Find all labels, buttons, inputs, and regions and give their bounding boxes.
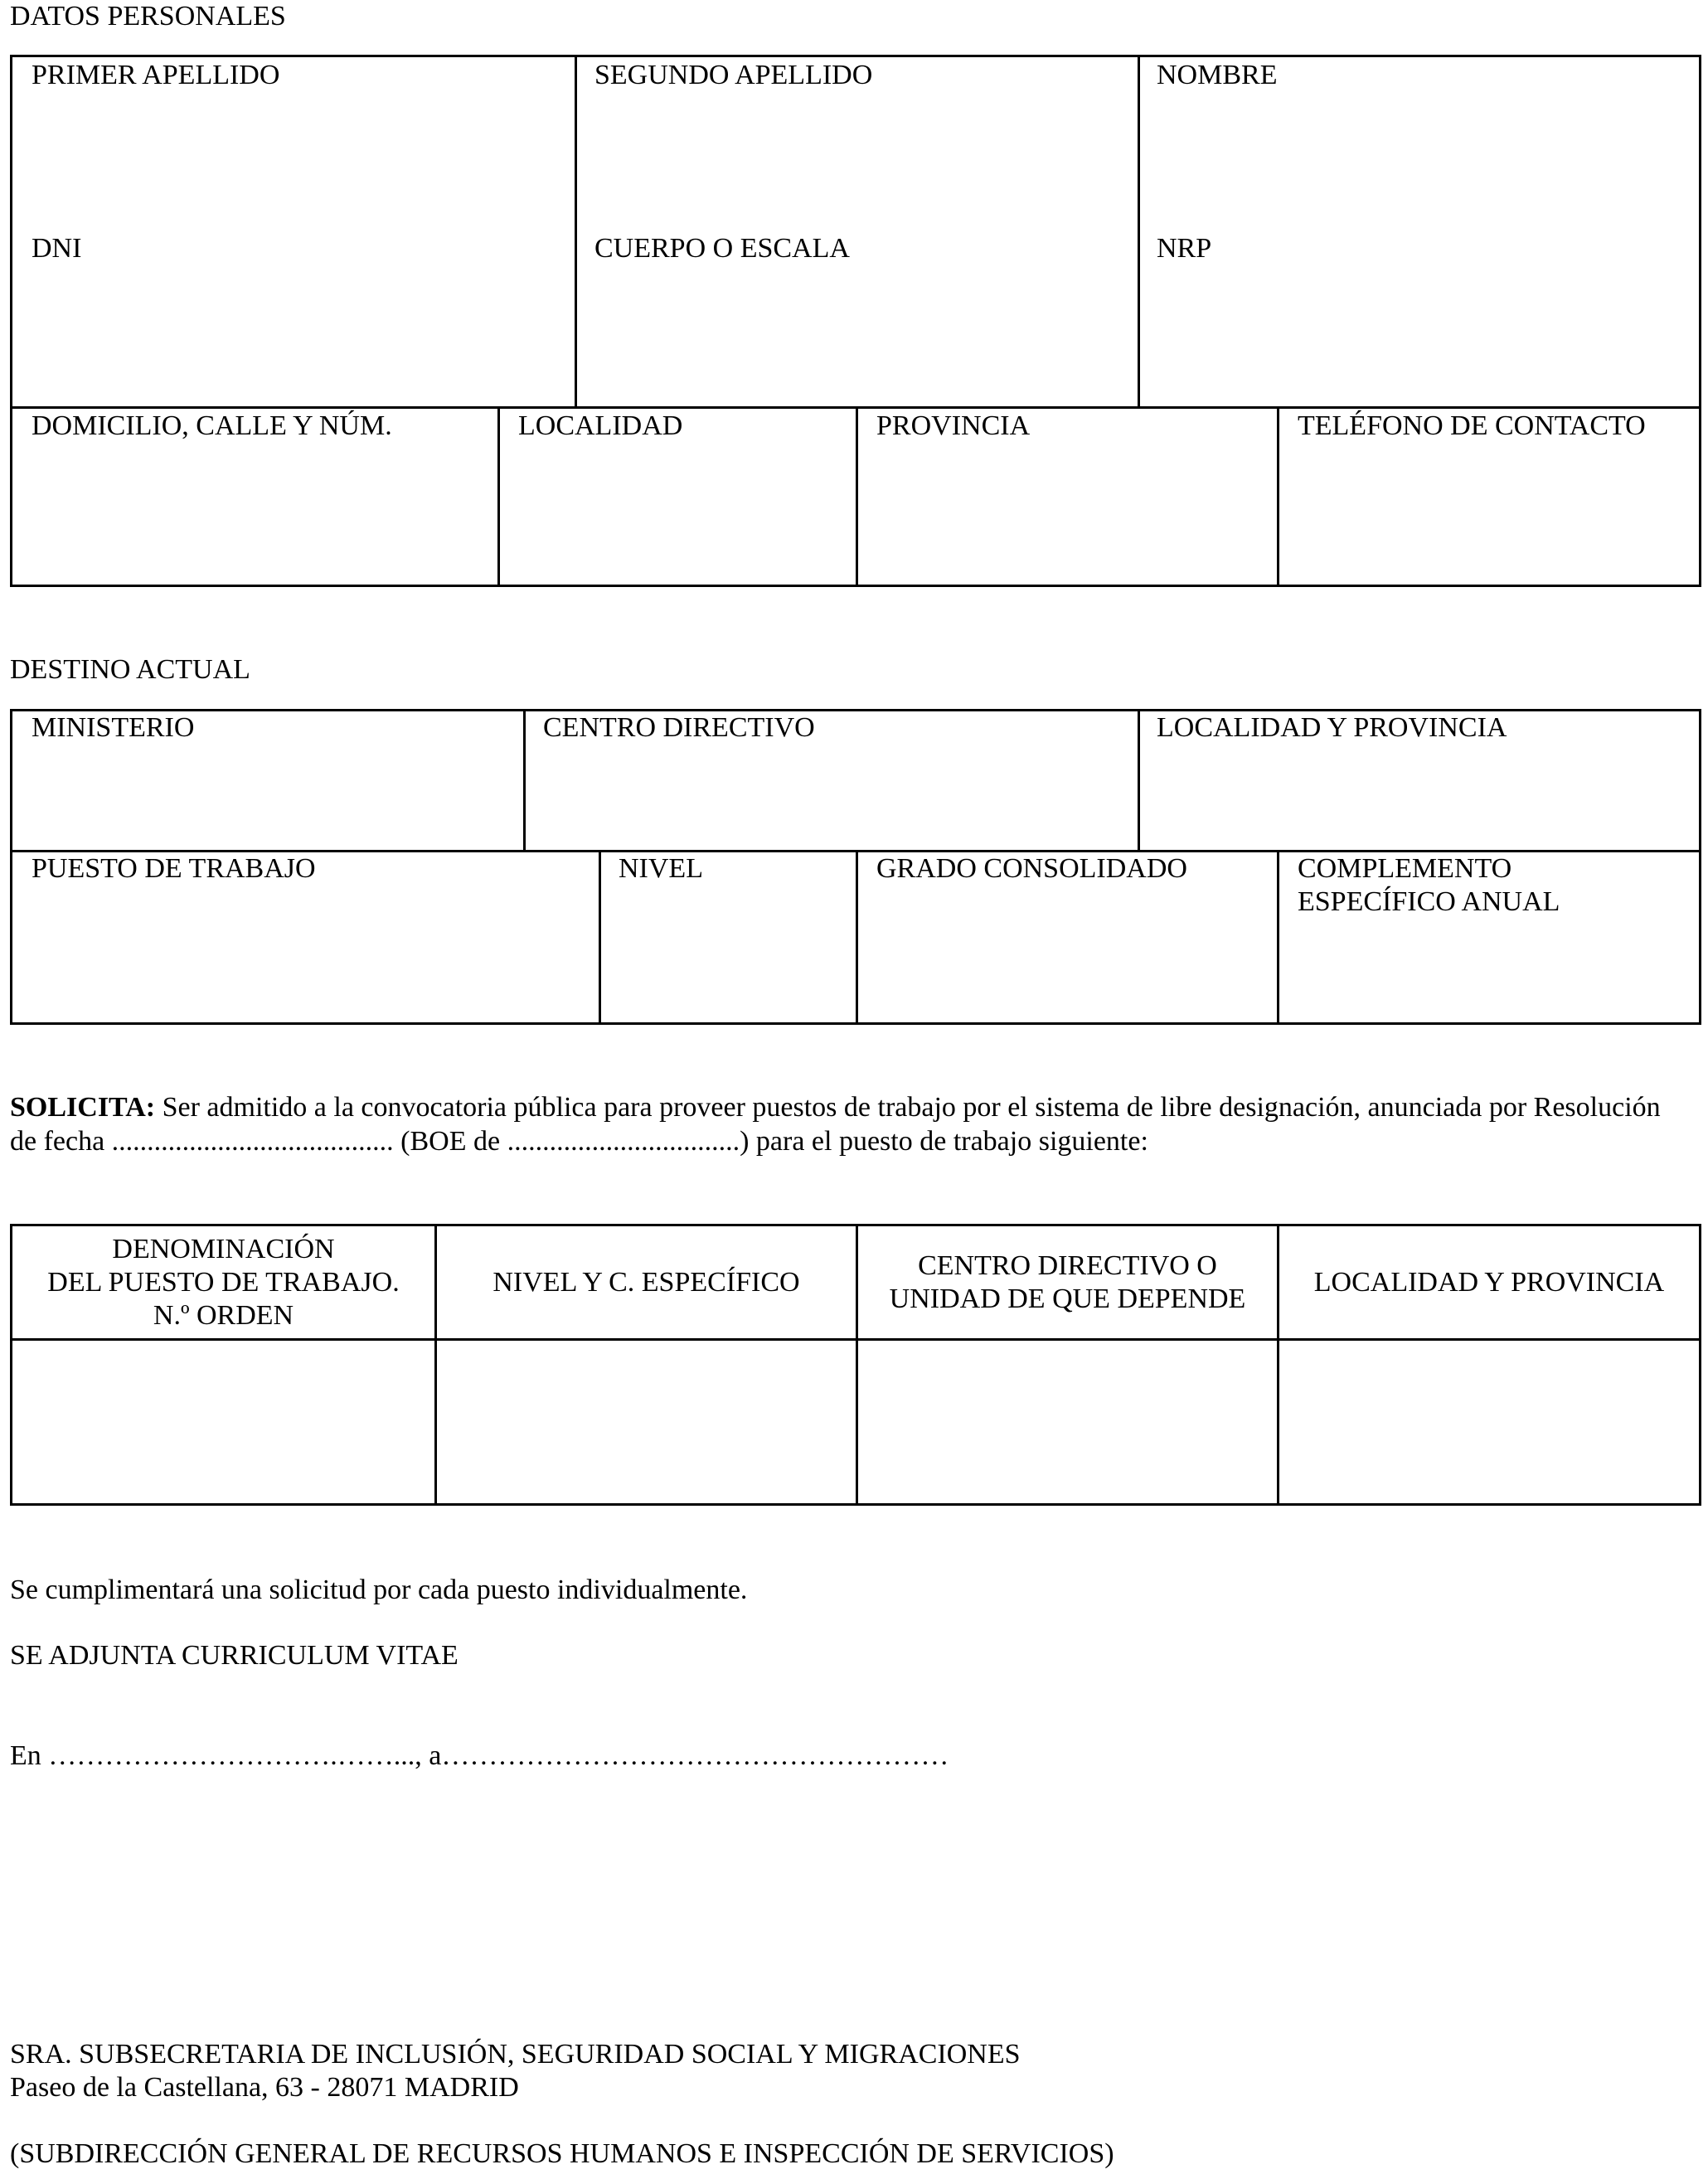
destinatario-line1: SRA. SUBSECRETARIA DE INCLUSIÓN, SEGURIDAD SOCIAL Y MIGRACIONES	[10, 2039, 1021, 2070]
field-ministerio[interactable]: MINISTERIO	[32, 712, 195, 743]
field-localidad-provincia[interactable]: LOCALIDAD Y PROVINCIA	[1157, 712, 1507, 743]
field-telefono[interactable]: TELÉFONO DE CONTACTO	[1298, 410, 1646, 441]
section-heading-destino-actual: DESTINO ACTUAL	[10, 654, 250, 685]
field-localidad[interactable]: LOCALIDAD	[518, 410, 683, 441]
col-divider	[1138, 711, 1140, 850]
field-nrp[interactable]: NRP	[1157, 233, 1212, 264]
solicita-line1	[10, 1091, 1661, 1124]
destinatario-line2: Paseo de la Castellana, 63 - 28071 MADRID	[10, 2072, 519, 2103]
col-divider	[575, 57, 577, 406]
field-dni[interactable]: DNI	[32, 233, 82, 264]
col-divider	[1277, 406, 1279, 585]
col-divider	[1138, 57, 1140, 406]
cell-centro-directivo[interactable]	[858, 1341, 1277, 1503]
col-divider	[856, 850, 858, 1022]
cell-localidad-provincia[interactable]	[1279, 1341, 1699, 1503]
field-puesto-trabajo[interactable]: PUESTO DE TRABAJO	[32, 853, 316, 884]
header-centro-directivo: CENTRO DIRECTIVO O UNIDAD DE QUE DEPENDE	[889, 1250, 1246, 1314]
field-nombre[interactable]: NOMBRE	[1157, 60, 1278, 90]
field-primer-apellido[interactable]: PRIMER APELLIDO	[32, 60, 280, 90]
field-provincia[interactable]: PROVINCIA	[876, 410, 1031, 441]
solicita-text: Ser admitido a la convocatoria pública para proveer puestos de trabajo por el sistema de libre designación, anunciada por Resolución	[155, 1092, 1661, 1123]
field-complemento-line2: ESPECÍFICO ANUAL	[1298, 886, 1560, 917]
header-denominacion: DENOMINACIÓN DEL PUESTO DE TRABAJO. N.º ORDEN	[47, 1233, 400, 1331]
destinatario-line3: (SUBDIRECCIÓN GENERAL DE RECURSOS HUMANOS E INSPECCIÓN DE SERVICIOS)	[10, 2138, 1114, 2169]
datos-personales-table	[10, 55, 1701, 587]
field-nivel[interactable]: NIVEL	[619, 853, 703, 884]
field-grado-consolidado[interactable]: GRADO CONSOLIDADO	[876, 853, 1187, 884]
col-divider	[523, 711, 526, 850]
cell-nivel-especifico[interactable]	[437, 1341, 856, 1503]
destino-actual-table	[10, 709, 1701, 1025]
col-divider	[856, 406, 858, 585]
cell-denominacion[interactable]	[12, 1341, 434, 1503]
field-centro-directivo[interactable]: CENTRO DIRECTIVO	[543, 712, 815, 743]
field-complemento-line1[interactable]: COMPLEMENTO	[1298, 853, 1512, 884]
section-heading-datos-personales: DATOS PERSONALES	[10, 1, 286, 32]
solicita-label: SOLICITA:	[10, 1092, 156, 1123]
field-cuerpo-escala[interactable]: CUERPO O ESCALA	[594, 233, 850, 264]
header-nivel-especifico: NIVEL Y C. ESPECÍFICO	[493, 1266, 800, 1298]
puesto-solicitado-table	[10, 1224, 1701, 1506]
note-adjunta-cv: SE ADJUNTA CURRICULUM VITAE	[10, 1640, 459, 1671]
header-localidad-provincia: LOCALIDAD Y PROVINCIA	[1313, 1266, 1665, 1298]
lugar-fecha-line[interactable]: En ………………………….……..., a………………………………………………	[10, 1740, 949, 1771]
col-divider	[1277, 850, 1279, 1022]
solicita-line2: de fecha ........................................ (BOE de .................................) para el puesto de trabajo siguiente:	[10, 1126, 1148, 1157]
col-divider	[497, 406, 500, 585]
col-divider	[599, 850, 601, 1022]
field-segundo-apellido[interactable]: SEGUNDO APELLIDO	[594, 60, 873, 90]
field-domicilio[interactable]: DOMICILIO, CALLE Y NÚM.	[32, 410, 392, 441]
note-una-solicitud: Se cumplimentará una solicitud por cada puesto individualmente.	[10, 1575, 748, 1605]
